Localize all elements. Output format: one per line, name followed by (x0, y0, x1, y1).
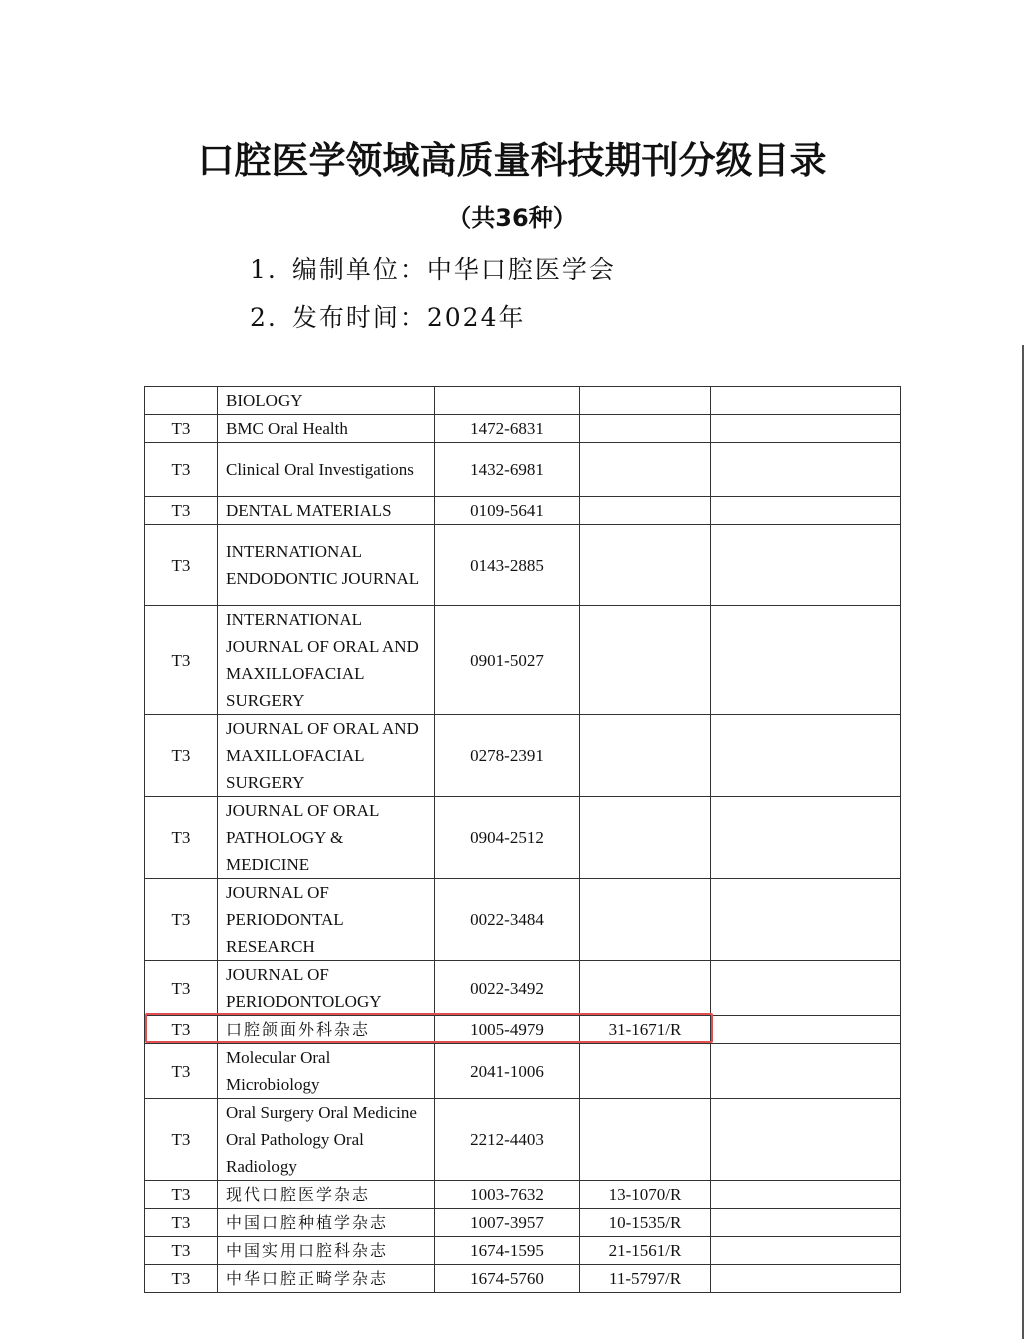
extra-cell (711, 606, 901, 715)
extra-cell (711, 797, 901, 879)
tier-cell: T3 (145, 797, 218, 879)
journal-table-body (145, 387, 901, 1293)
cn-cell: 31-1671/R (580, 1016, 711, 1044)
cn-cell (580, 1099, 711, 1181)
cn-cell (580, 443, 711, 497)
issn-cell: 1472-6831 (435, 415, 580, 443)
table-row (145, 415, 901, 443)
table-row (145, 1181, 901, 1209)
journal-name-cell: DENTAL MATERIALS (218, 497, 435, 525)
issn-cell: 0022-3484 (435, 879, 580, 961)
meta-number: 1. (250, 255, 278, 284)
issn-cell: 0904-2512 (435, 797, 580, 879)
extra-cell (711, 1237, 901, 1265)
issn-cell: 0109-5641 (435, 497, 580, 525)
table-row (145, 1209, 901, 1237)
cn-cell (580, 715, 711, 797)
tier-cell: T3 (145, 1044, 218, 1099)
issn-cell: 1005-4979 (435, 1016, 580, 1044)
journal-name-cell: Molecular Oral Microbiology (218, 1044, 435, 1099)
tier-cell: T3 (145, 1265, 218, 1293)
extra-cell (711, 497, 901, 525)
table-row (145, 1016, 901, 1044)
extra-cell (711, 443, 901, 497)
issn-cell: 0901-5027 (435, 606, 580, 715)
journal-name-cell: INTERNATIONAL JOURNAL OF ORAL AND MAXILLOFACIAL SURGERY (218, 606, 435, 715)
extra-cell (711, 715, 901, 797)
meta-text: 编制单位：中华口腔医学会 (291, 255, 616, 284)
journal-name-cell: Oral Surgery Oral Medicine Oral Pathology Oral Radiology (218, 1099, 435, 1181)
issn-cell (435, 387, 580, 415)
extra-cell (711, 525, 901, 606)
tier-cell: T3 (145, 606, 218, 715)
cn-cell (580, 1044, 711, 1099)
cn-cell (580, 797, 711, 879)
issn-cell: 2041-1006 (435, 1044, 580, 1099)
extra-cell (711, 879, 901, 961)
journal-name-cell: 中国口腔种植学杂志 (218, 1209, 435, 1237)
cn-cell: 21-1561/R (580, 1237, 711, 1265)
journal-name-cell: 中国实用口腔科杂志 (218, 1237, 435, 1265)
tier-cell: T3 (145, 443, 218, 497)
extra-cell (711, 1099, 901, 1181)
tier-cell: T3 (145, 961, 218, 1016)
table-row (145, 525, 901, 606)
extra-cell (711, 387, 901, 415)
journal-name-cell: BMC Oral Health (218, 415, 435, 443)
issn-cell: 0022-3492 (435, 961, 580, 1016)
journal-name-cell: JOURNAL OF ORAL PATHOLOGY & MEDICINE (218, 797, 435, 879)
table-row (145, 1099, 901, 1181)
issn-cell: 1432-6981 (435, 443, 580, 497)
cn-cell (580, 415, 711, 443)
tier-cell: T3 (145, 1181, 218, 1209)
tier-cell: T3 (145, 715, 218, 797)
extra-cell (711, 961, 901, 1016)
table-row (145, 1265, 901, 1293)
table-row (145, 387, 901, 415)
table-row (145, 443, 901, 497)
journal-name-cell: JOURNAL OF ORAL AND MAXILLOFACIAL SURGERY (218, 715, 435, 797)
extra-cell (711, 1016, 901, 1044)
journal-name-cell: 中华口腔正畸学杂志 (218, 1265, 435, 1293)
extra-cell (711, 1265, 901, 1293)
cn-cell (580, 606, 711, 715)
journal-table (144, 386, 901, 1293)
table-row (145, 961, 901, 1016)
journal-name-cell: 现代口腔医学杂志 (218, 1181, 435, 1209)
table-row (145, 1044, 901, 1099)
tier-cell (145, 387, 218, 415)
cn-cell: 11-5797/R (580, 1265, 711, 1293)
extra-cell (711, 415, 901, 443)
meta-number: 2. (250, 303, 278, 332)
extra-cell (711, 1209, 901, 1237)
table-row (145, 797, 901, 879)
cn-cell (580, 387, 711, 415)
tier-cell: T3 (145, 415, 218, 443)
issn-cell: 0278-2391 (435, 715, 580, 797)
issn-cell: 1003-7632 (435, 1181, 580, 1209)
page-subtitle: （共36种） (447, 204, 577, 232)
journal-name-cell: JOURNAL OF PERIODONTOLOGY (218, 961, 435, 1016)
journal-name-cell: JOURNAL OF PERIODONTAL RESEARCH (218, 879, 435, 961)
issn-cell: 2212-4403 (435, 1099, 580, 1181)
tier-cell: T3 (145, 1209, 218, 1237)
extra-cell (711, 1181, 901, 1209)
table-row (145, 497, 901, 525)
issn-cell: 1674-5760 (435, 1265, 580, 1293)
journal-name-cell: 口腔颌面外科杂志 (218, 1016, 435, 1044)
cn-cell (580, 961, 711, 1016)
journal-name-cell: INTERNATIONAL ENDODONTIC JOURNAL (218, 525, 435, 606)
table-row (145, 879, 901, 961)
cn-cell: 10-1535/R (580, 1209, 711, 1237)
extra-cell (711, 1044, 901, 1099)
journal-name-cell: BIOLOGY (218, 387, 435, 415)
tier-cell: T3 (145, 497, 218, 525)
table-row (145, 1237, 901, 1265)
tier-cell: T3 (145, 1016, 218, 1044)
tier-cell: T3 (145, 879, 218, 961)
tier-cell: T3 (145, 1099, 218, 1181)
journal-name-cell: Clinical Oral Investigations (218, 443, 435, 497)
table-row (145, 606, 901, 715)
meta-line-editor (250, 250, 616, 286)
cn-cell (580, 525, 711, 606)
issn-cell: 1674-1595 (435, 1237, 580, 1265)
issn-cell: 1007-3957 (435, 1209, 580, 1237)
meta-text: 发布时间：2024年 (291, 303, 526, 332)
tier-cell: T3 (145, 1237, 218, 1265)
cn-cell (580, 497, 711, 525)
table-row (145, 715, 901, 797)
tier-cell: T3 (145, 525, 218, 606)
issn-cell: 0143-2885 (435, 525, 580, 606)
meta-line-date (250, 298, 525, 334)
cn-cell: 13-1070/R (580, 1181, 711, 1209)
page-title: 口腔医学领域高质量科技期刊分级目录 (197, 139, 827, 182)
cn-cell (580, 879, 711, 961)
